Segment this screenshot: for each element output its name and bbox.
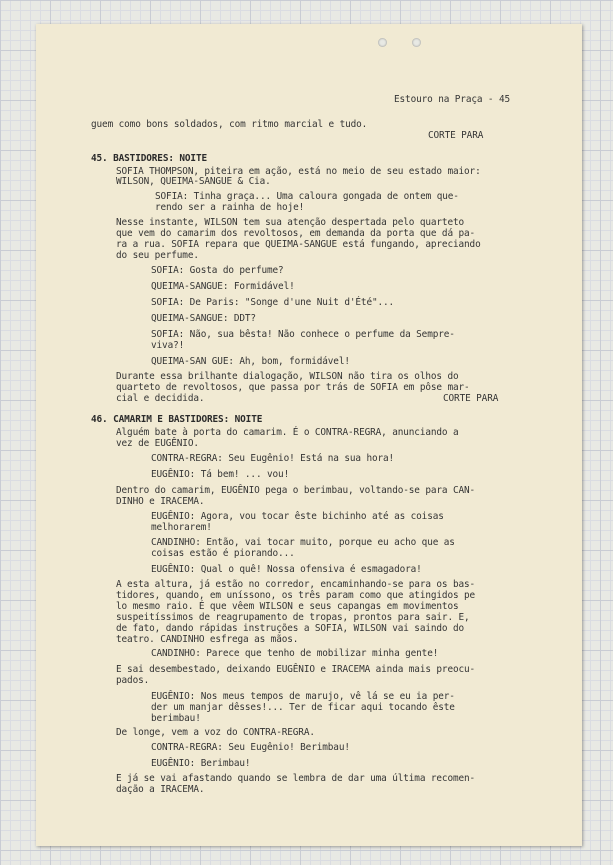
dialogue-line: SOFIA: De Paris: "Songe d'une Nuit d'Été"... xyxy=(151,297,395,308)
text-line: vez de EUGÊNIO. xyxy=(116,438,199,449)
dialogue-line: QUEIMA-SANGUE: Formidável! xyxy=(151,281,295,292)
dialogue-line: CANDINHO: Então, vai tocar muito, porque eu acho que as xyxy=(151,537,455,548)
text-line: teatro. CANDINHO esfrega as mãos. xyxy=(116,634,299,645)
dialogue-line: EUGÊNIO: Berimbau! xyxy=(151,758,251,769)
text-line: pados. xyxy=(116,675,150,686)
text-line: de fato, dando rápidas instruções a SOFIA, WILSON vai saindo do xyxy=(116,623,465,634)
dialogue-line: viva?! xyxy=(151,340,185,351)
dialogue-line: EUGÊNIO: Agora, vou tocar êste bichinho até as coisas xyxy=(151,511,444,522)
dialogue-line: EUGÊNIO: Nos meus tempos de marujo, vê lá se eu ia per- xyxy=(151,691,455,702)
text-line: ra a rua. SOFIA repara que QUEIMA-SANGUE está fungando, apreciando xyxy=(116,239,481,250)
text-line: E já se vai afastando quando se lembra de dar uma última recomen- xyxy=(116,773,476,784)
text-line: DINHO e IRACEMA. xyxy=(116,496,205,507)
text-line: do seu perfume. xyxy=(116,250,199,261)
text-line: E sai desembestado, deixando EUGÊNIO e IRACEMA ainda mais preocu- xyxy=(116,664,476,675)
punch-hole xyxy=(378,38,387,47)
text-line: quarteto de revoltosos, que passa por trás de SOFIA em pôse mar- xyxy=(116,382,470,393)
dialogue-line: rendo ser a rainha de hoje! xyxy=(155,202,305,213)
text-line: Durante essa brilhante dialogação, WILSON não tira os olhos do xyxy=(116,371,459,382)
page-header: Estouro na Praça - 45 xyxy=(394,94,511,105)
dialogue-line: SOFIA: Gosta do perfume? xyxy=(151,265,284,276)
text-line: CORTE PARA xyxy=(428,130,484,141)
dialogue-line: EUGÊNIO: Tá bem! ... vou! xyxy=(151,469,290,480)
text-line: WILSON, QUEIMA-SANGUE & Cia. xyxy=(116,176,271,187)
text-line: Nesse instante, WILSON tem sua atenção despertada pelo quarteto xyxy=(116,217,465,228)
dialogue-line: SOFIA: Não, sua bêsta! Não conhece o perfume da Sempre- xyxy=(151,329,455,340)
text-line: CORTE PARA xyxy=(443,393,499,404)
text-line: cial e decidida. xyxy=(116,393,205,404)
scene-heading: 46. CAMARIM E BASTIDORES: NOITE xyxy=(91,414,263,425)
dialogue-line: QUEIMA-SANGUE: DDT? xyxy=(151,313,256,324)
dialogue-line: melhorarem! xyxy=(151,522,212,533)
text-line: suspeitíssimos de reagrupamento de tropas, prontos para sair. E, xyxy=(116,612,470,623)
text-line: SOFIA THOMPSON, piteira em ação, está no meio de seu estado maior: xyxy=(116,166,481,177)
text-line: Alguém bate à porta do camarim. É o CONTRA-REGRA, anunciando a xyxy=(116,427,459,438)
dialogue-line: CONTRA-REGRA: Seu Eugênio! Está na sua hora! xyxy=(151,453,395,464)
text-line: A esta altura, já estão no corredor, encaminhando-se para os bas- xyxy=(116,579,476,590)
dialogue-line: SOFIA: Tinha graça... Uma caloura gongada de ontem que- xyxy=(155,191,459,202)
text-line: lo mesmo raio. É que vêem WILSON e seus capangas em movimentos xyxy=(116,601,459,612)
typewritten-page xyxy=(36,24,582,846)
text-line: que vem do camarim dos revoltosos, em demanda da porta que dá pa- xyxy=(116,228,476,239)
dialogue-line: der um manjar dêsses!... Ter de ficar aqui tocando êste xyxy=(151,702,455,713)
dialogue-line: QUEIMA-SAN GUE: Ah, bom, formidável! xyxy=(151,356,350,367)
dialogue-line: coisas estão é piorando... xyxy=(151,548,295,559)
punch-hole xyxy=(412,38,421,47)
text-line: De longe, vem a voz do CONTRA-REGRA. xyxy=(116,727,315,738)
text-line: dação a IRACEMA. xyxy=(116,784,205,795)
dialogue-line: berimbau! xyxy=(151,713,201,724)
dialogue-line: CONTRA-REGRA: Seu Eugênio! Berimbau! xyxy=(151,742,350,753)
text-line: guem como bons soldados, com ritmo marcial e tudo. xyxy=(91,119,368,130)
dialogue-line: EUGÊNIO: Qual o quê! Nossa ofensiva é esmagadora! xyxy=(151,564,422,575)
text-line: tidores, quando, em uníssono, os três param como que atingidos pe xyxy=(116,590,476,601)
dialogue-line: CANDINHO: Parece que tenho de mobilizar minha gente! xyxy=(151,648,439,659)
scene-heading: 45. BASTIDORES: NOITE xyxy=(91,153,208,164)
text-line: Dentro do camarim, EUGÊNIO pega o berimbau, voltando-se para CAN- xyxy=(116,485,476,496)
